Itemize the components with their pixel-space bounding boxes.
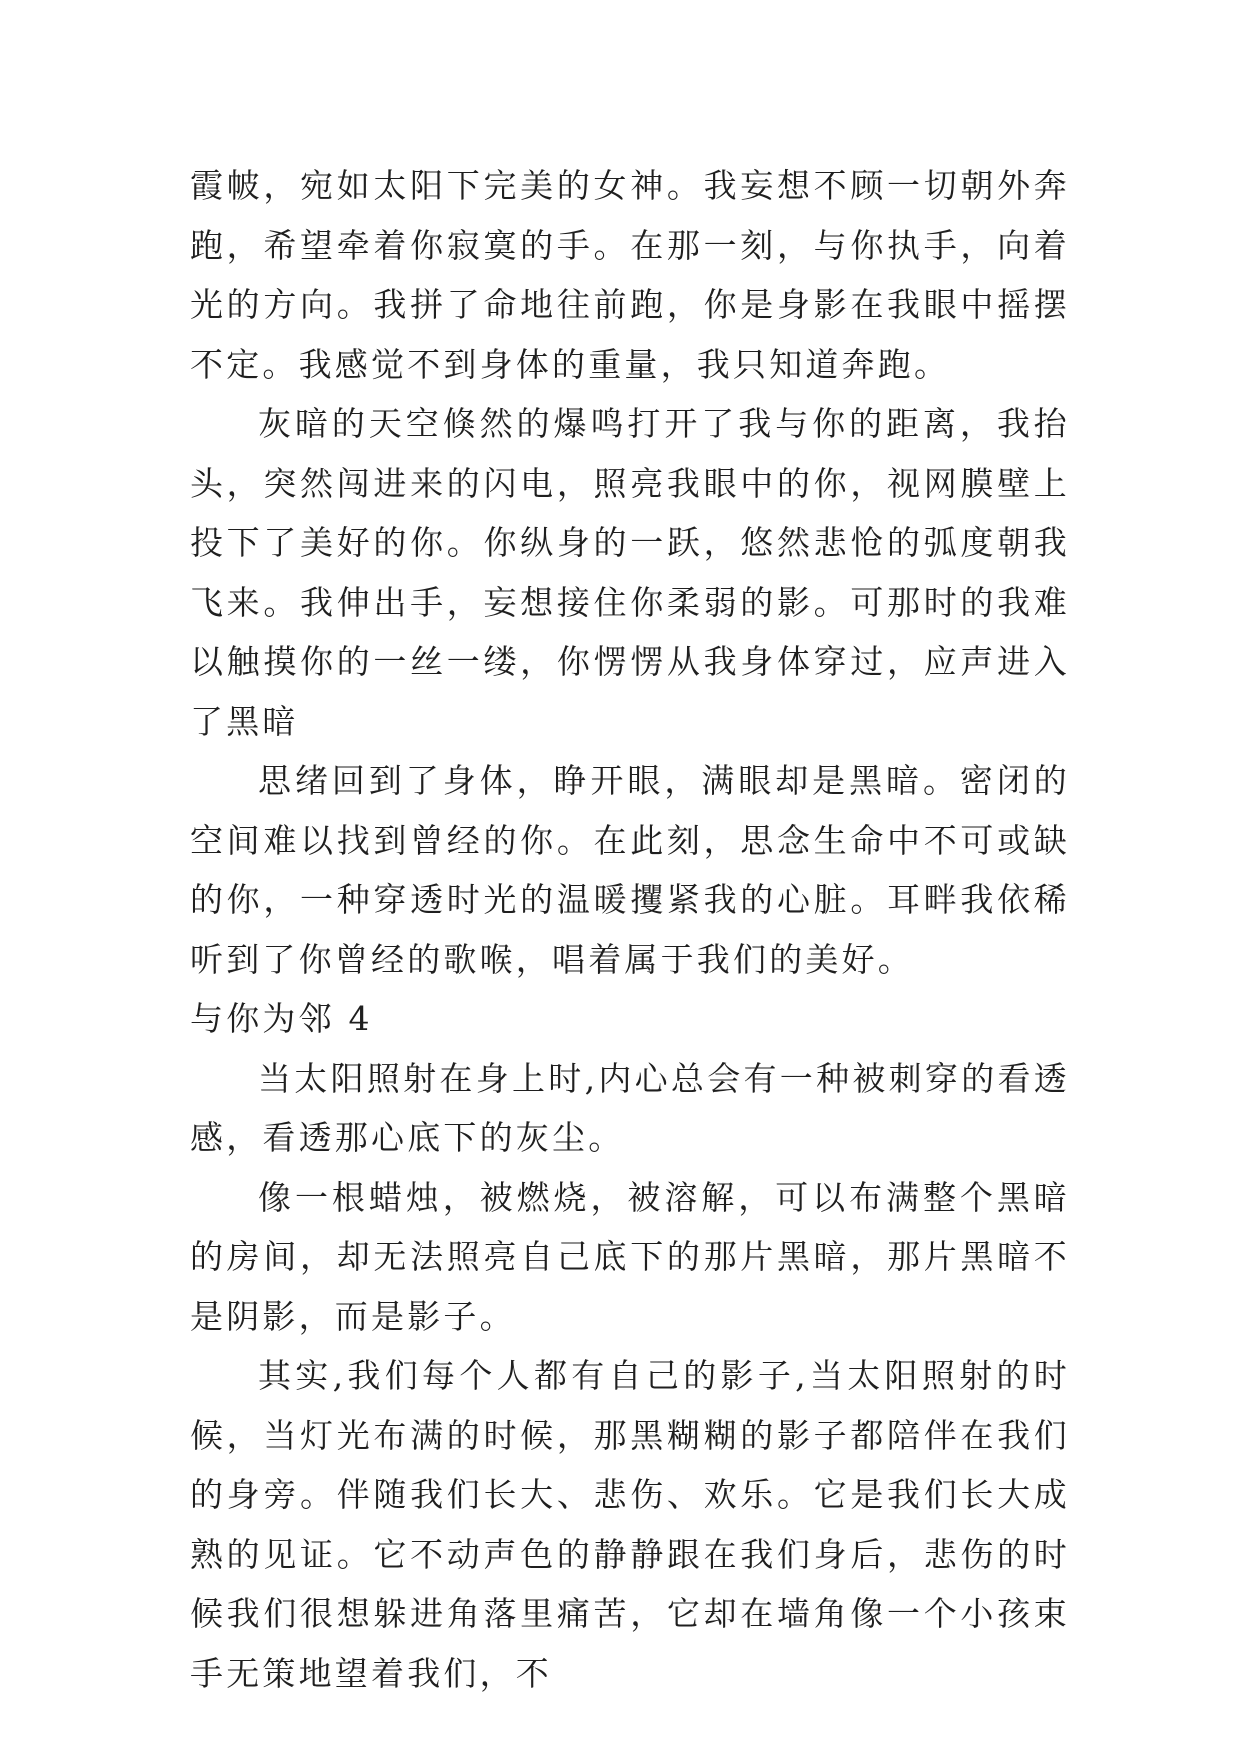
paragraph-6: 其实,我们每个人都有自己的影子,当太阳照射的时候，当灯光布满的时候，那黑糊糊的影子都陪伴在我们的身旁。伴随我们长大、悲伤、欢乐。它是我们长大成熟的见证。它不动声色的静静跟在我们身后，悲伤的时候我们很想躲进角落里痛苦，它却在墙角像一个小孩束手无策地望着我们，不 [190,1356,1070,1693]
section-heading: 与你为邻 4 [190,999,373,1038]
paragraph-3: 思绪回到了身体，睁开眼，满眼却是黑暗。密闭的空间难以找到曾经的你。在此刻，思念生命中不可或缺的你，一种穿透时光的温暖攫紧我的心脏。耳畔我依稀听到了你曾经的歌喉，唱着属于我们的美好。 [190,761,1070,979]
paragraph-1: 霞帔，宛如太阳下完美的女神。我妄想不顾一切朝外奔跑，希望牵着你寂寞的手。在那一刻，与你执手，向着光的方向。我拼了命地往前跑，你是身影在我眼中摇摆不定。我感觉不到身体的重量，我只知道奔跑。 [190,166,1070,384]
paragraph-2: 灰暗的天空倏然的爆鸣打开了我与你的距离，我抬头，突然闯进来的闪电，照亮我眼中的你，视网膜壁上投下了美好的你。你纵身的一跃，悠然悲怆的弧度朝我飞来。我伸出手，妄想接住你柔弱的影。可那时的我难以触摸你的一丝一缕，你愣愣从我身体穿过，应声进入了黑暗 [190,404,1070,741]
paragraph-4: 当太阳照射在身上时,内心总会有一种被刺穿的看透感，看透那心底下的灰尘。 [190,1058,1070,1157]
document-body [190,156,1070,1703]
paragraph-5: 像一根蜡烛，被燃烧，被溶解，可以布满整个黑暗的房间，却无法照亮自己底下的那片黑暗，那片黑暗不是阴影，而是影子。 [190,1177,1070,1336]
